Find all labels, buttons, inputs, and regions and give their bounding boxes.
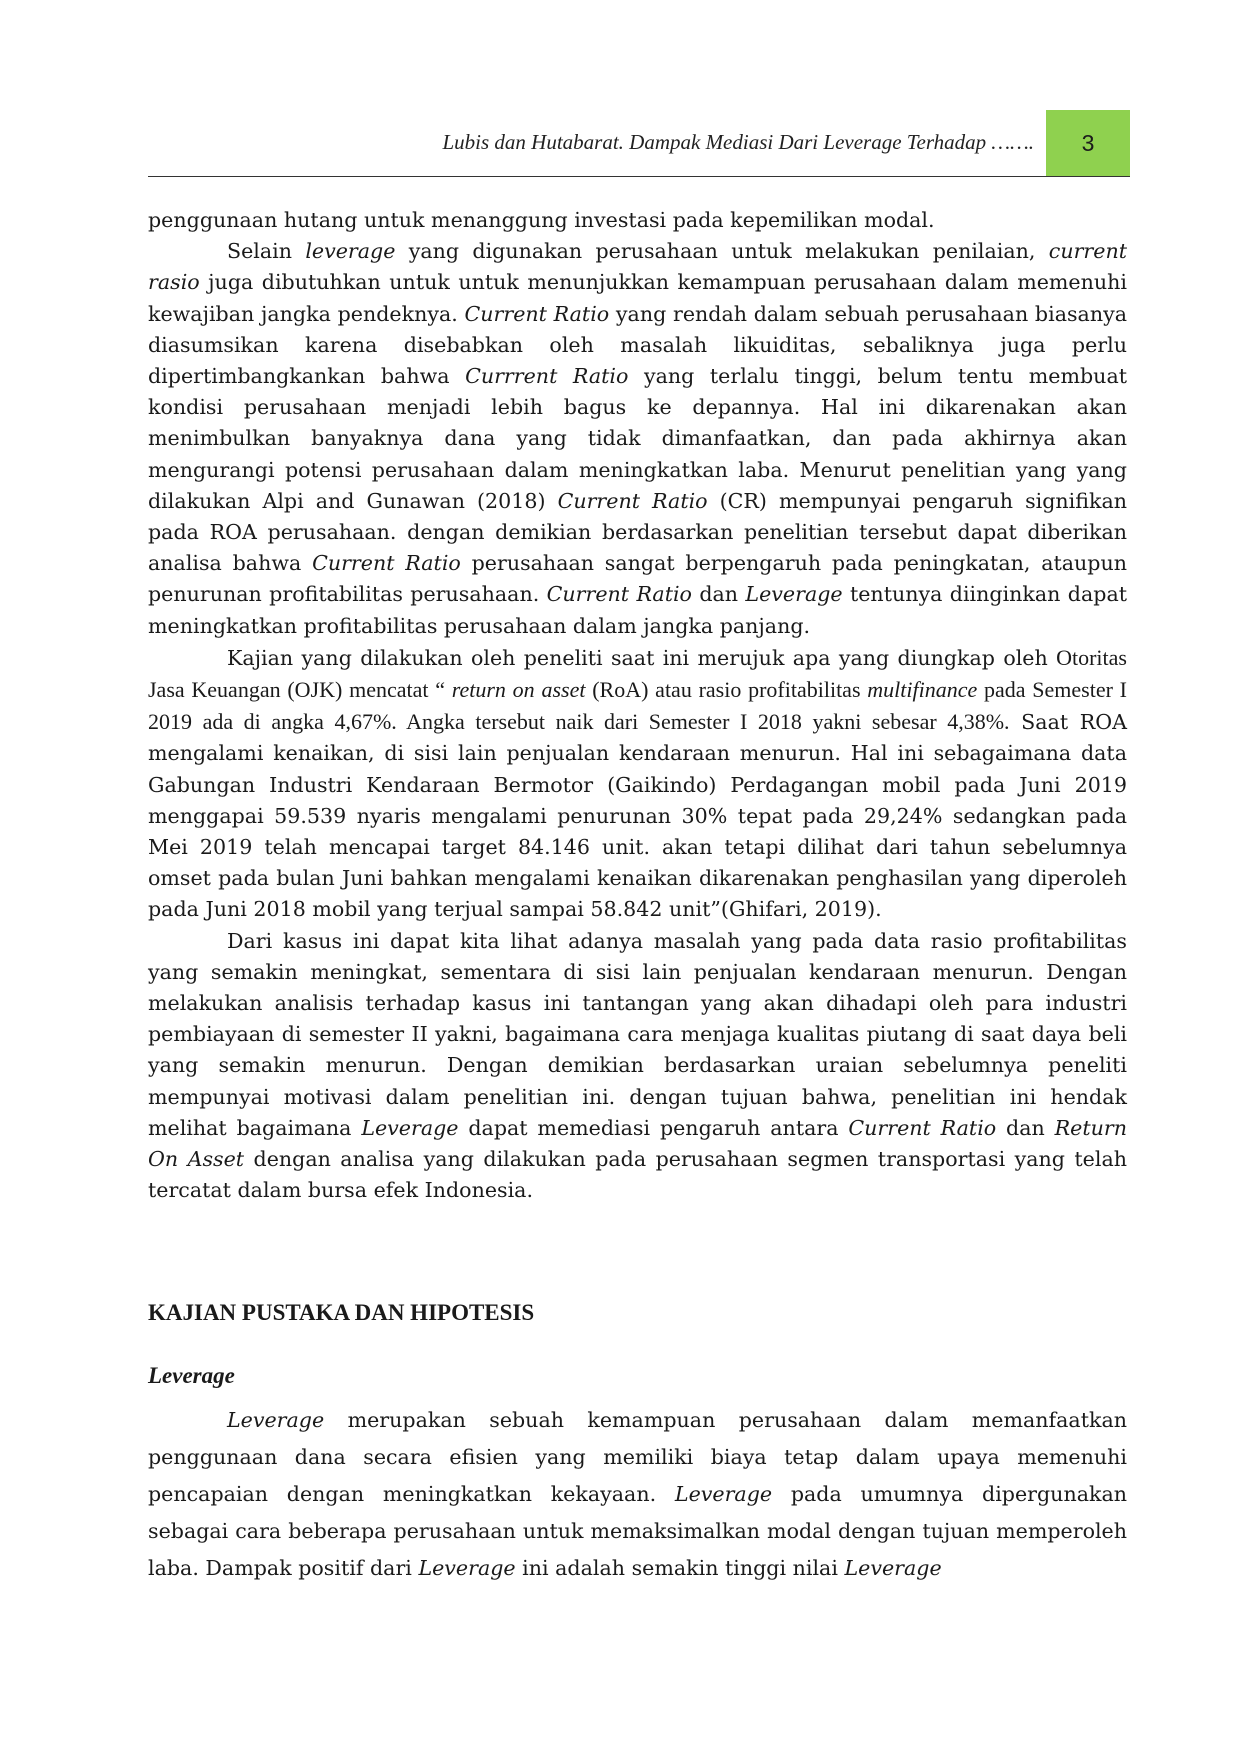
text-run: dan: [996, 1115, 1055, 1140]
paragraph-5: [148, 1402, 1127, 1587]
italic-term: multifinance: [867, 677, 978, 703]
paragraph-3: [148, 642, 1127, 926]
paragraph-4: [148, 926, 1127, 1207]
italic-term: current rasio: [148, 239, 1127, 295]
section-heading: KAJIAN PUSTAKA DAN HIPOTESIS: [148, 1300, 535, 1325]
italic-term: Leverage: [227, 1408, 325, 1432]
text-run: yang rendah dalam sebuah perusahaan biasanya diasumsikan karena disebabkan oleh masalah likuiditas, sebaliknya juga perlu dipertimbangkankan bahwa: [148, 301, 1127, 389]
italic-term: Leverage: [844, 1556, 942, 1580]
italic-term: Leverage: [361, 1115, 459, 1140]
page-header: [148, 110, 1130, 177]
text-run: yang digunakan perusahaan untuk melakukan penilaian,: [395, 239, 1049, 264]
text-run: yang terlalu tinggi, belum tentu membuat kondisi perusahaan menjadi lebih bagus ke depannya. Hal ini dikarenakan akan menimbulkan banyaknya dana yang tidak dimanfaatkan, dan pada akhirnya akan mengurangi potensi perusahaan dalam meningkatkan laba. Menurut penelitian yang yang dilakukan Alpi and Gunawan (2018): [148, 364, 1127, 513]
text-run: dapat memediasi pengaruh antara: [458, 1115, 849, 1140]
quoted-run: (RoA) atau rasio profitabilitas: [585, 677, 868, 703]
text-run: dan: [691, 582, 746, 607]
text-run: Saat ROA mengalami kenaikan, di sisi lain penjualan kendaraan menurun. Hal ini sebagaimana data Gabungan Industri Kendaraan Bermotor (Gaikindo) Perdagangan mobil pada Juni 2019 menggapai 59.539 nyaris mengalami penurunan 30% tepat pada 29,24% sedangkan pada Mei 2019 telah mencapai target 84.146 unit. akan tetapi dilihat dari tahun sebelumnya omset pada bulan Juni bahkan mengalami kenaikan dikarenakan penghasilan yang diperoleh pada Juni 2018 mobil yang terjual sampai 58.842 unit”(Ghifari, 2019).: [148, 710, 1127, 922]
text-run: tentunya diinginkan dapat meningkatkan profitabilitas perusahaan dalam jangka panjang.: [148, 582, 1128, 638]
italic-term: leverage: [305, 239, 396, 264]
quoted-run: Otoritas Jasa Keuangan (OJK) mencatat “: [148, 644, 1127, 703]
text-run: perusahaan sangat berpengaruh pada peningkatan, ataupun penurunan profitabilitas perusahaan.: [148, 551, 1128, 607]
italic-term: Current Ratio: [557, 488, 708, 513]
text-run: juga dibutuhkan untuk untuk menunjukkan kemampuan perusahaan dalam memenuhi kewajiban jangka pendeknya.: [148, 270, 1127, 326]
italic-term: Current Ratio: [464, 301, 610, 326]
body-text-2: [148, 1402, 1127, 1587]
italic-term: Leverage: [674, 1482, 773, 1506]
italic-term: Leverage: [745, 582, 843, 607]
body-text: [148, 205, 1127, 1207]
paragraph-2: [148, 236, 1127, 642]
italic-term: Current Ratio: [312, 551, 461, 576]
page-number-badge: 3: [1046, 110, 1130, 176]
italic-term: return on asset: [451, 677, 586, 703]
paragraph-1: penggunaan hutang untuk menanggung investasi pada kepemilikan modal.: [148, 208, 935, 232]
italic-term: Leverage: [418, 1556, 516, 1580]
running-head: Lubis dan Hutabarat. Dampak Mediasi Dari Leverage Terhadap …….: [442, 130, 1034, 154]
italic-term: Currrent Ratio: [465, 364, 629, 389]
text-run: pada umumnya dipergunakan sebagai cara beberapa perusahaan untuk memaksimalkan modal dengan tujuan memperoleh laba. Dampak positif dari: [148, 1482, 1128, 1580]
text-run: dengan analisa yang dilakukan pada perusahaan segmen transportasi yang telah tercatat dalam bursa efek Indonesia.: [148, 1147, 1127, 1203]
subsection-heading: Leverage: [148, 1363, 235, 1388]
text-run: (CR) mempunyai pengaruh signifikan pada ROA perusahaan. dengan demikian berdasarkan penelitian tersebut dapat diberikan analisa bahwa: [148, 488, 1128, 576]
text-run: Dari kasus ini dapat kita lihat adanya masalah yang pada data rasio profitabilitas yang semakin meningkat, sementara di sisi lain penjualan kendaraan menurun. Dengan melakukan analisis terhadap kasus ini tantangan yang akan dihadapi oleh para industri pembiayaan di semester II yakni, bagaimana cara menjaga kualitas piutang di saat daya beli yang semakin menurun. Dengan demikian berdasarkan uraian sebelumnya peneliti mempunyai motivasi dalam penelitian ini. dengan tujuan bahwa, penelitian ini hendak melihat bagaimana: [148, 928, 1127, 1140]
quoted-run: pada Semester I 2019 ada di angka 4,67%. Angka tersebut naik dari Semester I 2018 yakni sebesar 4,38%.: [148, 677, 1128, 735]
italic-term: Current Ratio: [848, 1115, 997, 1140]
text-run: Selain: [227, 239, 306, 264]
italic-term: Current Ratio: [546, 582, 692, 607]
text-run: merupakan sebuah kemampuan perusahaan dalam memanfaatkan penggunaan dana secara efisien yang memiliki biaya tetap dalam upaya memenuhi pencapaian dengan meningkatkan kekayaan.: [148, 1408, 1127, 1506]
text-run: ini adalah semakin tinggi nilai: [515, 1556, 845, 1580]
text-run: Kajian yang dilakukan oleh peneliti saat ini merujuk apa yang diungkap oleh: [227, 645, 1057, 670]
italic-term: Return On Asset: [148, 1115, 1127, 1172]
